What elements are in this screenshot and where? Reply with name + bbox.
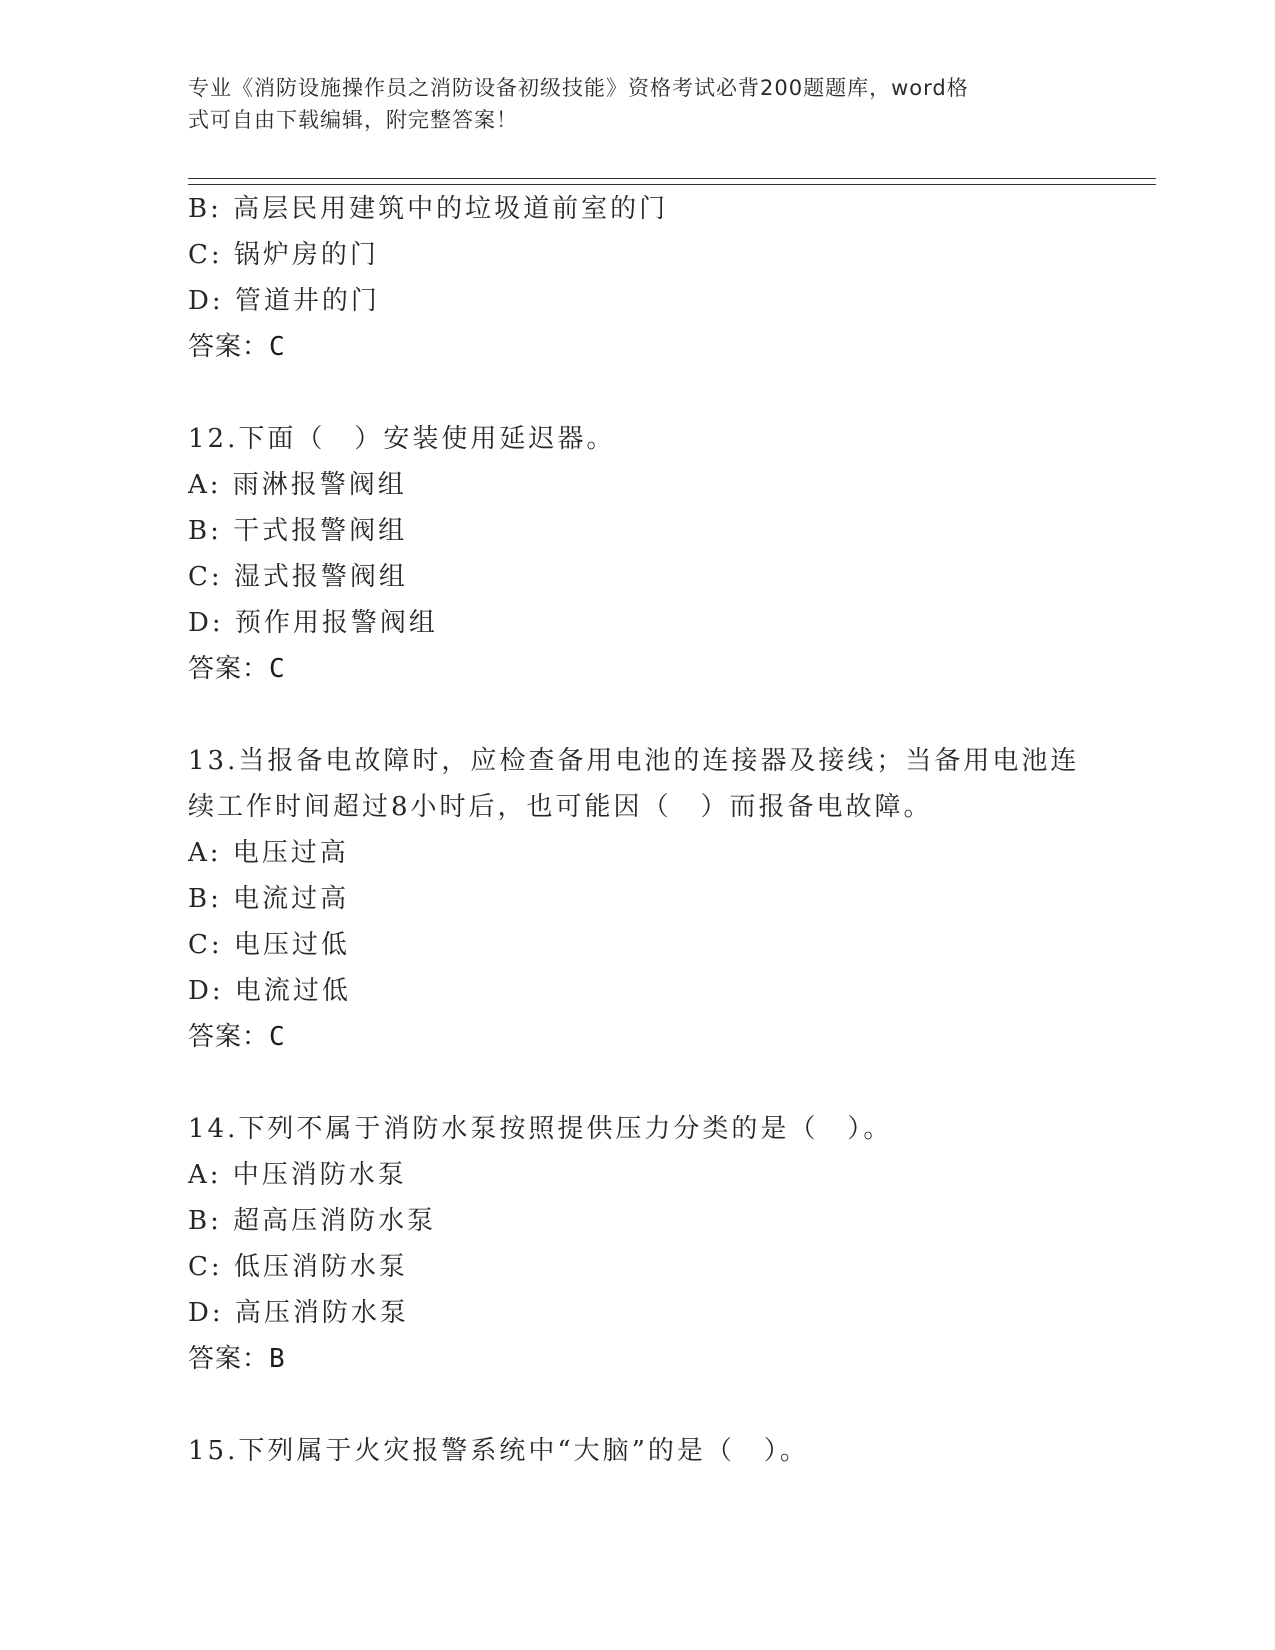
spacer [188,1382,1088,1428]
option-d: D: 预作用报警阀组 [188,608,438,638]
header-divider [188,178,1156,185]
option-a: A: 雨淋报警阀组 [188,470,407,500]
answer-value: C [269,654,286,684]
question-12 [188,416,1088,692]
option-a: A: 电压过高 [188,838,349,868]
answer-label: 答案： [188,654,270,684]
option-c: C: 锅炉房的门 [188,240,379,270]
question-15 [188,1428,1088,1474]
question-11-continued [188,186,1088,370]
option-d: D: 高压消防水泵 [188,1298,409,1328]
question-stem: 15.下列属于火灾报警系统中“大脑”的是（ ）。 [188,1436,809,1466]
option-c: C: 低压消防水泵 [188,1252,408,1282]
answer-value: B [269,1344,286,1374]
spacer [188,370,1088,416]
option-c: C: 湿式报警阀组 [188,562,408,592]
page-header [188,72,1068,136]
question-14 [188,1106,1088,1382]
option-b: B: 电流过高 [188,884,350,914]
option-b: B: 干式报警阀组 [188,516,408,546]
option-c: C: 电压过低 [188,930,350,960]
answer-label: 答案： [188,1022,270,1052]
option-b: B: 超高压消防水泵 [188,1206,437,1236]
option-d: D: 电流过低 [188,976,351,1006]
answer-line [188,1336,1088,1382]
question-13 [188,738,1088,1060]
document-body [188,186,1088,1474]
option-a: A: 中压消防水泵 [188,1160,407,1190]
header-line-1: 专业《消防设施操作员之消防设备初级技能》资格考试必背200题题库，word格 [188,76,969,100]
answer-value: C [269,332,286,362]
question-stem: 13.当报备电故障时，应检查备用电池的连接器及接线；当备用电池连 [188,746,1080,776]
answer-label: 答案： [188,332,270,362]
question-stem: 14.下列不属于消防水泵按照提供压力分类的是（ ）。 [188,1114,893,1144]
option-d: D: 管道井的门 [188,286,380,316]
answer-value: C [269,1022,286,1052]
option-b: B: 高层民用建筑中的垃圾道前室的门 [188,194,669,224]
answer-line [188,646,1088,692]
answer-line [188,324,1088,370]
question-stem-continued: 续工作时间超过8小时后，也可能因（ ）而报备电故障。 [188,792,933,822]
spacer [188,692,1088,738]
answer-label: 答案： [188,1344,270,1374]
spacer [188,1060,1088,1106]
answer-line [188,1014,1088,1060]
header-line-2: 式可自由下载编辑，附完整答案！ [188,108,518,132]
question-stem: 12.下面（ ）安装使用延迟器。 [188,424,616,454]
